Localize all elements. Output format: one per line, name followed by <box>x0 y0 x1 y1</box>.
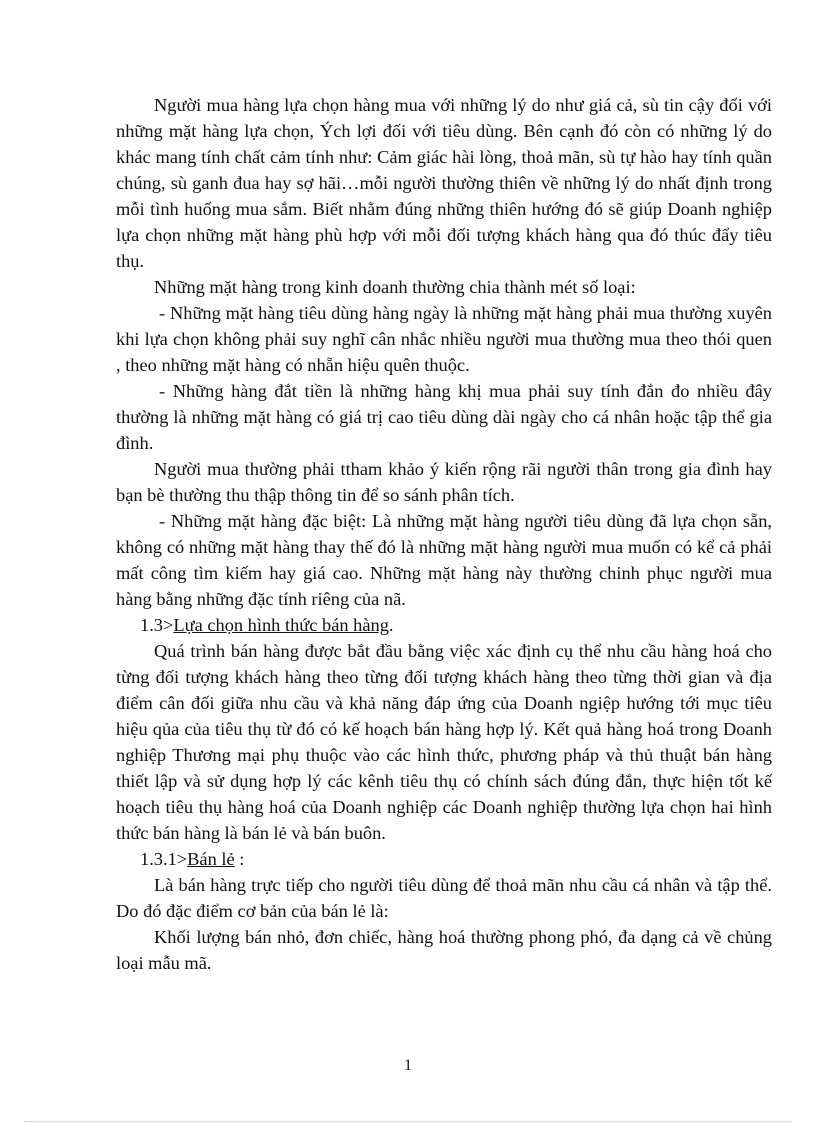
paragraph-buyer-consultation: Người mua thường phải ttham khảo ý kiến rộng rãi người thân trong gia đình hay bạn bè thường thu thập thông tin để so sánh phân tích. <box>116 459 772 505</box>
section-title-1-3-1: Bán lẻ <box>187 849 235 869</box>
paragraph-buyer-reasons: Người mua hàng lựa chọn hàng mua với những lý do như giá cả, sù tin cậy đối với những mặt hàng lựa chọn, Ých lợi đối với tiêu dùng. Bên cạnh đó còn có những lý do khác mang tính chất cảm tính như: Cảm giác hài lòng, thoả mãn, sù tự hào hay tính quần chúng, sù ganh đua hay sợ hãi…mỗi người thường thiên về những lý do nhất định trong mỗi tình huống mua sắm. Biết nhằm đúng những thiên hướng đó sẽ giúp Doanh nghiệp lựa chọn những mặt hàng phù hợp với mỗi đối tượng khách hàng qua đó thúc đẩy tiêu thụ. <box>116 95 772 271</box>
section-suffix-1-3: . <box>388 615 394 635</box>
section-number-1-3-1: 1.3.1> <box>140 849 188 869</box>
paragraph-sales-process: Quá trình bán hàng được bắt đầu bằng việc xác định cụ thể nhu cầu hàng hoá cho từng đối tượng khách hàng theo từng đối tượng khách hàng theo từng thời gian và địa điểm cân đối giữa nhu cầu và khả năng đáp ứng của Doanh ngiệp hướng tới mục tiêu hiệu qủa của tiêu thụ từ đó có kế hoạch bán hàng hợp lý. Kết quả hàng hoá trong Doanh nghiệp Thương mại phụ thuộc vào các hình thức, phương pháp và thủ thuật bán hàng thiết lập và sử dụng hợp lý các kênh tiêu thụ có chính sách đúng đắn, thực hiện tốt kế hoạch tiêu thụ hàng hoá của Doanh nghiệp các Doanh nghiệp thường lựa chọn hai hình thức bán hàng là bán lẻ và bán buôn. <box>116 641 772 843</box>
paragraph-retail-definition: Là bán hàng trực tiếp cho người tiêu dùng để thoả mãn nhu cầu cá nhân và tập thể. Do đó đặc điểm cơ bản của bán lẻ là: <box>116 875 772 921</box>
page-number: 1 <box>404 1057 412 1074</box>
document-body <box>116 92 772 976</box>
page-bottom-dotted-border <box>24 1121 792 1122</box>
paragraph-product-types-intro: Những mặt hàng trong kinh doanh thường chia thành mét số loại: <box>154 277 636 297</box>
paragraph-retail-volume: Khối lượng bán nhỏ, đơn chiếc, hàng hoá thường phong phó, đa dạng cả về chủng loại mẫu mã. <box>116 927 772 973</box>
paragraph-expensive-goods: - Những hàng đắt tiền là những hàng khị mua phải suy tính đắn đo nhiều đây thường là những mặt hàng có giá trị cao tiêu dùng dài ngày cho cá nhân hoặc tập thể gia đình. <box>116 381 772 453</box>
paragraph-daily-goods: - Những mặt hàng tiêu dùng hàng ngày là những mặt hàng phải mua thường xuyên khi lựa chọn không phải suy nghĩ cân nhắc nhiều người mua thường mua theo thói quen , theo những mặt hàng có nhẵn hiệu quên thuộc. <box>116 303 772 375</box>
section-number-1-3: 1.3> <box>140 615 174 635</box>
paragraph-special-goods: - Những mặt hàng đặc biệt: Là những mặt hàng người tiêu dùng đã lựa chọn sẵn, không có những mặt hàng thay thế đó là những mặt hàng người mua muốn có kể cả phải mất công tìm kiếm hay giá cao. Những mặt hàng này thường chinh phục người mua hàng bằng những đặc tính riêng của nã. <box>116 511 772 609</box>
section-heading-1-3-1 <box>116 846 772 872</box>
section-heading-1-3 <box>116 612 772 638</box>
section-title-1-3: Lựa chọn hình thức bán hàng <box>173 615 389 635</box>
section-suffix-1-3-1: : <box>234 849 245 869</box>
